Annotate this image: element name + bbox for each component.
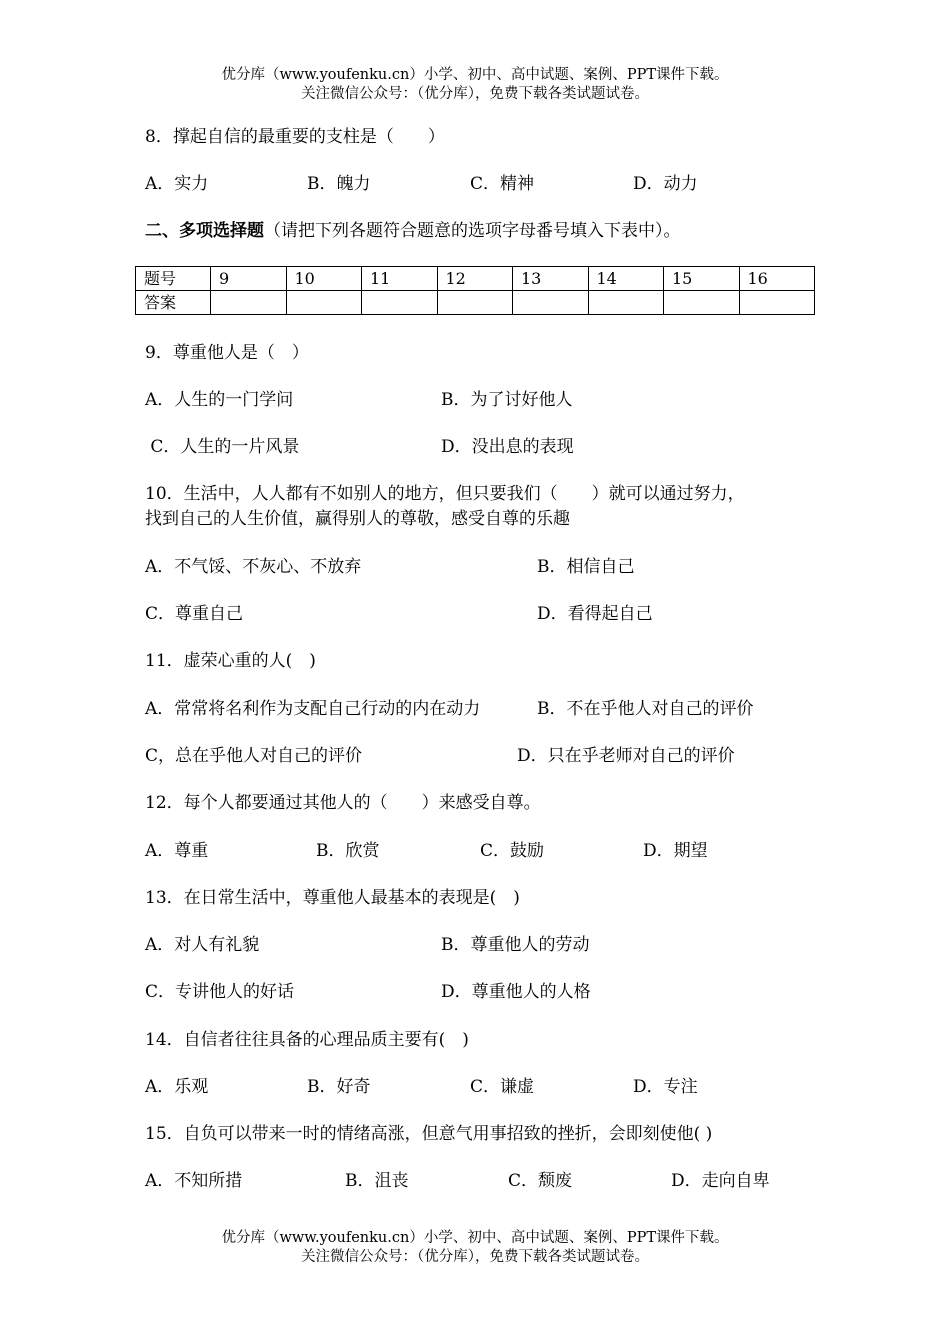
answer-table xyxy=(135,266,815,315)
answer-cell xyxy=(437,291,513,315)
answer-cell xyxy=(739,291,815,315)
q11-option-b: B．不在乎他人对自己的评价 xyxy=(537,699,754,719)
page-header xyxy=(0,66,950,104)
table-cell: 9 xyxy=(211,267,287,291)
q12-option-c: C．鼓励 xyxy=(480,841,545,861)
q14-option-b: B．好奇 xyxy=(307,1077,371,1097)
question-10-stem-line-2: 找到自己的人生价值，赢得别人的尊敬，感受自尊的乐趣 xyxy=(145,509,570,529)
table-cell: 15 xyxy=(664,267,740,291)
question-14-stem: 14．自信者往往具备的心理品质主要有( ) xyxy=(145,1030,469,1050)
header-line-2: 关注微信公众号：（优分库），免费下载各类试题试卷。 xyxy=(301,86,649,102)
footer-line-1: 优分库（www.youfenku.cn）小学、初中、高中试题、案例、PPT课件下载。 xyxy=(221,1230,729,1246)
q11-option-d: D．只在乎老师对自己的评价 xyxy=(517,746,735,766)
section-2-title: 二、多项选择题 xyxy=(145,221,264,241)
header-line-1: 优分库（www.youfenku.cn）小学、初中、高中试题、案例、PPT课件下载。 xyxy=(221,67,729,83)
q15-option-c: C．颓废 xyxy=(508,1171,573,1191)
q13-option-d: D．尊重他人的人格 xyxy=(441,982,591,1002)
q14-option-d: D．专注 xyxy=(633,1077,698,1097)
q12-option-a: A．尊重 xyxy=(145,841,209,861)
q9-option-d: D．没出息的表现 xyxy=(441,437,574,457)
question-11-stem: 11．虚荣心重的人( ) xyxy=(145,651,316,671)
q10-option-a: A．不气馁、不灰心、不放弃 xyxy=(145,557,362,577)
q10-option-c: C．尊重自己 xyxy=(145,604,244,624)
table-cell: 12 xyxy=(437,267,513,291)
q9-option-a: A．人生的一门学问 xyxy=(145,390,294,410)
q13-option-c: C．专讲他人的好话 xyxy=(145,982,295,1002)
answer-cell xyxy=(588,291,664,315)
answer-table-answer-row xyxy=(136,291,815,315)
q11-option-a: A．常常将名利作为支配自己行动的内在动力 xyxy=(145,699,481,719)
footer-line-2: 关注微信公众号：（优分库），免费下载各类试题试卷。 xyxy=(301,1249,649,1265)
q8-option-a: A．实力 xyxy=(145,174,209,194)
q9-option-c: C．人生的一片风景 xyxy=(145,437,300,457)
table-cell: 10 xyxy=(286,267,362,291)
table-cell: 13 xyxy=(513,267,589,291)
answer-cell xyxy=(664,291,740,315)
table-cell: 题号 xyxy=(136,267,211,291)
table-cell: 14 xyxy=(588,267,664,291)
q8-option-c: C．精神 xyxy=(470,174,535,194)
q9-option-b: B．为了讨好他人 xyxy=(441,390,573,410)
q8-option-d: D．动力 xyxy=(633,174,698,194)
q15-option-a: A．不知所措 xyxy=(145,1171,243,1191)
q10-option-d: D．看得起自己 xyxy=(537,604,653,624)
q12-option-d: D．期望 xyxy=(643,841,708,861)
q14-option-a: A．乐观 xyxy=(145,1077,209,1097)
q10-option-b: B．相信自己 xyxy=(537,557,635,577)
question-9-stem: 9．尊重他人是（ ） xyxy=(145,343,309,363)
q11-option-c: C，总在乎他人对自己的评价 xyxy=(145,746,363,766)
question-15-stem: 15．自负可以带来一时的情绪高涨，但意气用事招致的挫折，会即刻使他( ) xyxy=(145,1124,713,1144)
q12-option-b: B．欣赏 xyxy=(316,841,380,861)
answer-cell xyxy=(362,291,438,315)
table-cell: 11 xyxy=(362,267,438,291)
answer-cell xyxy=(286,291,362,315)
answer-cell xyxy=(513,291,589,315)
question-8-stem: 8．撑起自信的最重要的支柱是（ ） xyxy=(145,127,445,147)
q15-option-b: B．沮丧 xyxy=(345,1171,409,1191)
answer-cell xyxy=(211,291,287,315)
answer-table-number-row xyxy=(136,267,815,291)
q8-option-b: B．魄力 xyxy=(307,174,371,194)
section-2-heading xyxy=(145,219,681,243)
question-12-stem: 12．每个人都要通过其他人的（ ）来感受自尊。 xyxy=(145,793,541,813)
q15-option-d: D．走向自卑 xyxy=(671,1171,770,1191)
page-footer xyxy=(0,1229,950,1267)
q13-option-a: A．对人有礼貌 xyxy=(145,935,260,955)
q13-option-b: B．尊重他人的劳动 xyxy=(441,935,590,955)
q14-option-c: C．谦虚 xyxy=(470,1077,535,1097)
table-cell: 答案 xyxy=(136,291,211,315)
question-10-stem-line-1: 10．生活中，人人都有不如别人的地方，但只要我们（ ）就可以通过努力， xyxy=(145,484,745,504)
table-cell: 16 xyxy=(739,267,815,291)
question-13-stem: 13．在日常生活中，尊重他人最基本的表现是( ) xyxy=(145,888,520,908)
section-2-instruction: （请把下列各题符合题意的选项字母番号填入下表中）。 xyxy=(264,221,681,241)
